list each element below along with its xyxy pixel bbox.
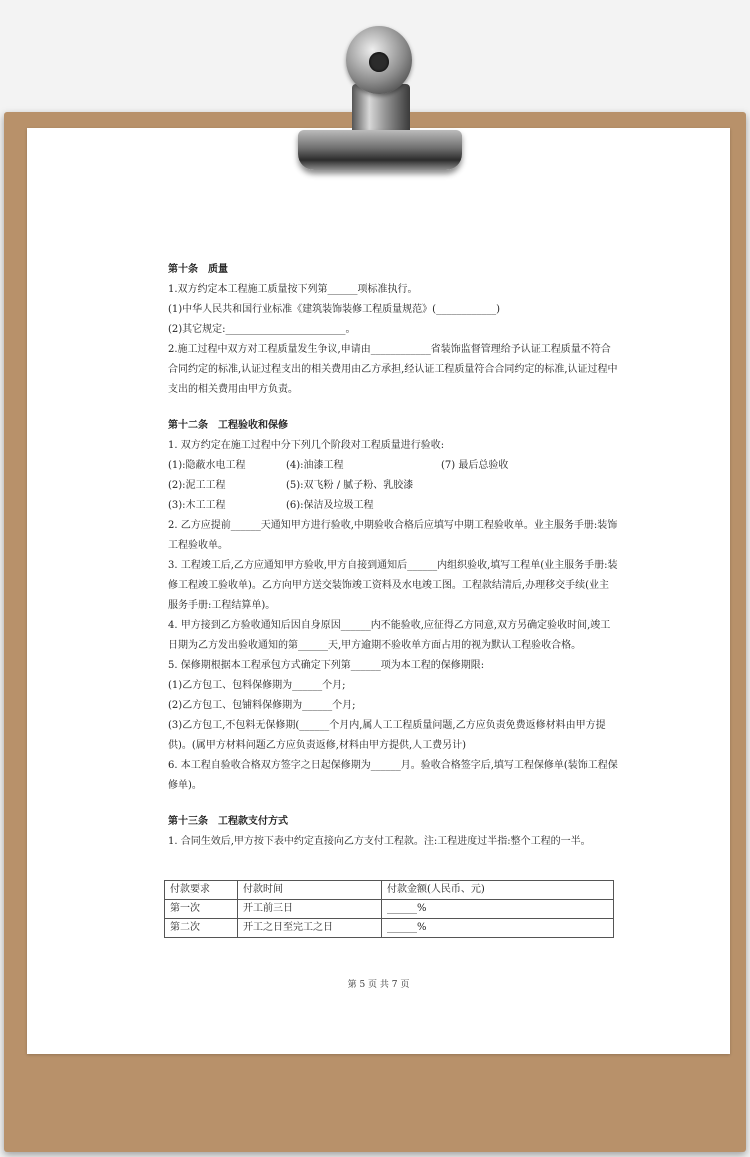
stage-item: (3):木工工程 — [168, 500, 226, 511]
text-paragraph: (3)乙方包工,不包料无保修期(______个月内,属人工工程质量问题,乙方应负责免费返修材料由甲方提供)。(属甲方材料问题乙方应负责返修,材料由甲方提供,人工费另计) — [168, 720, 606, 751]
text-paragraph: 2. 乙方应提前______天通知甲方进行验收,中期验收合格后应填写中期工程验收单。业主服务手册:装饰工程验收单。 — [168, 520, 618, 551]
text-paragraph: 6. 本工程自验收合格双方签字之日起保修期为______月。验收合格签字后,填写工程保修单(装饰工程保修单)。 — [168, 760, 618, 791]
payment-table — [164, 880, 614, 938]
clip-hole — [369, 52, 389, 72]
table-cell: ______% — [382, 900, 614, 919]
table-header-cell: 付款时间 — [238, 881, 382, 900]
text-paragraph: 4. 甲方接到乙方验收通知后因自身原因______内不能验收,应征得乙方同意,双方另确定验收时间,竣工日期为乙方发出验收通知的第______天,甲方逾期不验收单方面占用的视为默认工程验收合格。 — [168, 620, 611, 651]
text-line: 5. 保修期根据本工程承包方式确定下列第______项为本工程的保修期限: — [168, 660, 485, 671]
stage-item: (5):双飞粉 / 腻子粉、乳胶漆 — [286, 480, 414, 491]
text-line: 1.双方约定本工程施工质量按下列第______项标准执行。 — [168, 284, 418, 295]
text-line: (2)乙方包工、包铺料保修期为______个月; — [168, 700, 356, 711]
stage-item: (2):泥工工程 — [168, 480, 226, 491]
table-row — [165, 919, 614, 938]
stage-item: (4):油漆工程 — [286, 460, 344, 471]
table-header-cell: 付款要求 — [165, 881, 238, 900]
binder-clip — [298, 130, 462, 170]
stage-item: (7) 最后总验收 — [441, 460, 509, 471]
stage-list-row — [168, 476, 618, 496]
text-paragraph: 2.施工过程中双方对工程质量发生争议,申请由____________省装饰监督管理给予认证工程质量不符合合同约定的标准,认证过程支出的相关费用由乙方承担,经认证工程质量符合合同约定的标准,认证过程中支出的相关费用由甲方负责。 — [168, 344, 618, 395]
section-heading-acceptance: 第十二条 工程验收和保修 — [168, 420, 288, 431]
table-header-cell: 付款金额(人民币、元) — [382, 881, 614, 900]
text-line: (1)乙方包工、包料保修期为______个月; — [168, 680, 346, 691]
text-paragraph: 3. 工程竣工后,乙方应通知甲方验收,甲方自接到通知后______内组织验收,填写工程单(业主服务手册:装修工程竣工验收单)。乙方向甲方送交装饰竣工资料及水电竣工图。工程款结清后,办理移交手续(业主服务手册:工程结算单)。 — [168, 560, 618, 611]
table-row — [165, 900, 614, 919]
section-heading-payment: 第十三条 工程款支付方式 — [168, 816, 288, 827]
stage-list-row — [168, 496, 618, 516]
document-body — [168, 260, 618, 852]
table-cell: 第二次 — [165, 919, 238, 938]
stage-item: (6):保洁及垃圾工程 — [286, 500, 374, 511]
text-line: 1. 双方约定在施工过程中分下列几个阶段对工程质量进行验收: — [168, 440, 445, 451]
table-cell: 第一次 — [165, 900, 238, 919]
stage-item: (1):隐蔽水电工程 — [168, 460, 246, 471]
text-paragraph: 1. 合同生效后,甲方按下表中约定直接向乙方支付工程款。注:工程进度过半指:整个工程的一半。 — [168, 836, 591, 847]
section-heading-quality: 第十条 质量 — [168, 264, 228, 275]
table-cell: 开工之日至完工之日 — [238, 919, 382, 938]
page-number: 第 5 页 共 7 页 — [347, 980, 410, 990]
stage-list-row — [168, 456, 618, 476]
text-line: (2)其它规定:________________________。 — [168, 324, 356, 335]
table-cell: ______% — [382, 919, 614, 938]
table-cell: 开工前三日 — [238, 900, 382, 919]
text-line: (1)中华人民共和国行业标准《建筑装饰装修工程质量规范》(____________) — [168, 304, 500, 315]
table-header-row — [165, 881, 614, 900]
